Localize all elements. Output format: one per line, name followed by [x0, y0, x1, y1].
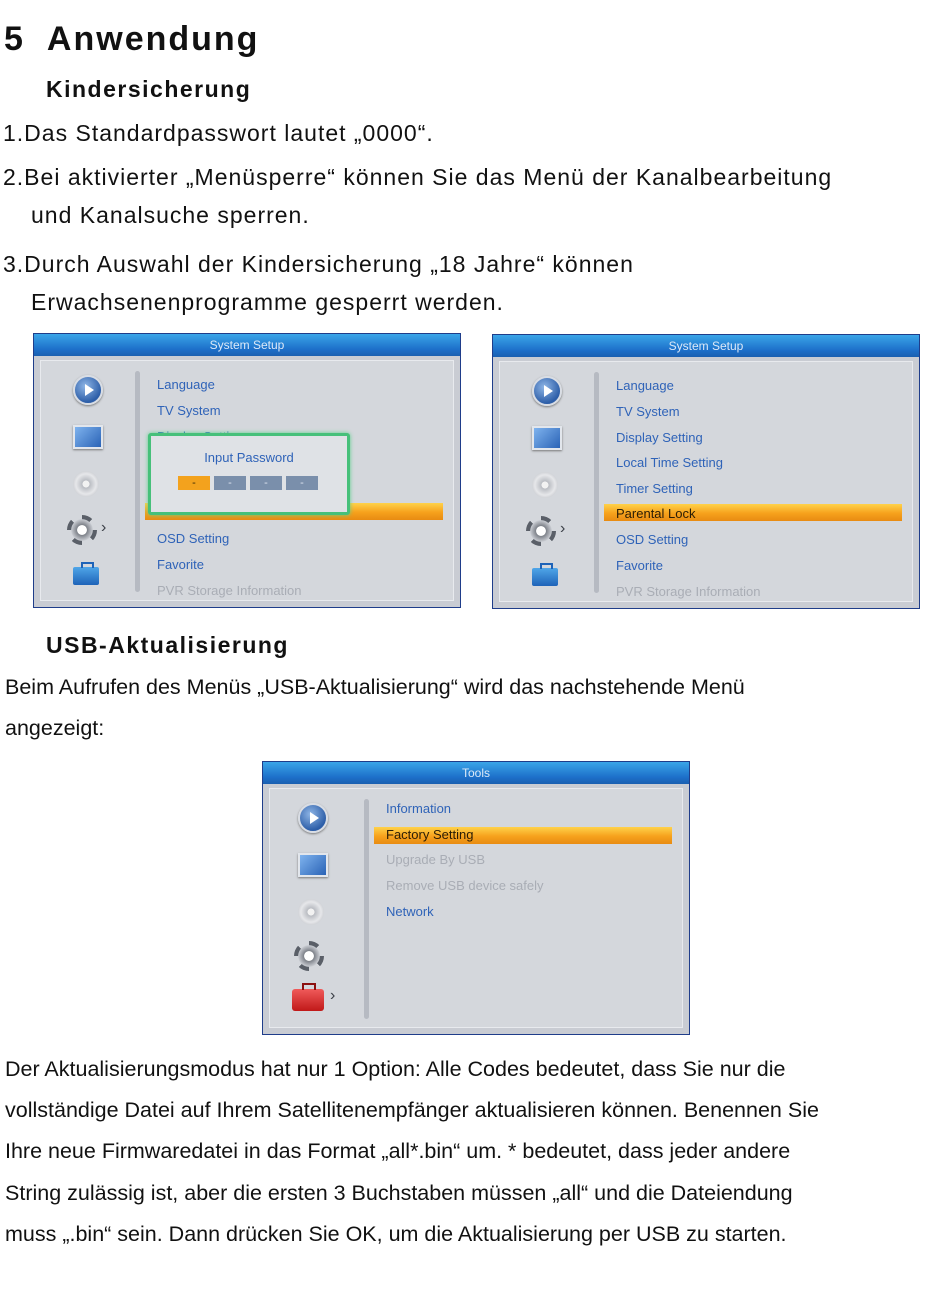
tv-icon[interactable] — [532, 426, 562, 450]
menu-item-display-setting[interactable]: Display Setting — [616, 430, 703, 445]
pin-digit-4[interactable]: - — [286, 476, 318, 490]
menu-item-information[interactable]: Information — [386, 801, 452, 816]
section-number: 5 — [4, 20, 25, 58]
toolbox-icon[interactable] — [292, 989, 324, 1011]
scrollbar[interactable] — [594, 372, 599, 593]
category-icon-column — [270, 789, 360, 1027]
outro-line-1: Der Aktualisierungsmodus hat nur 1 Option: Alle Codes bedeutet, dass Sie nur die — [5, 1057, 786, 1081]
menu-item-parental-lock[interactable]: Parental Lock — [616, 506, 696, 521]
outro-line-5: muss „.bin“ sein. Dann drücken Sie OK, um die Aktualisierung per USB zu starten. — [5, 1222, 787, 1246]
menu-panel — [40, 360, 454, 601]
chevron-right-icon: › — [560, 520, 566, 537]
pin-digit-3[interactable]: - — [250, 476, 282, 490]
menu-item-upgrade-by-usb[interactable]: Upgrade By USB — [386, 852, 485, 867]
usb-intro-line-1: Beim Aufrufen des Menüs „USB-Aktualisierung“ wird das nachstehende Menü — [5, 675, 745, 699]
disc-icon[interactable] — [298, 899, 324, 925]
menu-item-pvr-storage[interactable]: PVR Storage Information — [616, 584, 761, 599]
menu-item-favorite[interactable]: Favorite — [616, 558, 663, 573]
disc-icon[interactable] — [532, 472, 558, 498]
chevron-right-icon: › — [101, 519, 107, 536]
menu-item-local-time-setting[interactable]: Local Time Setting — [616, 455, 723, 470]
screen-title: Tools — [263, 762, 689, 784]
category-icon-column — [41, 361, 131, 600]
section-title: Anwendung — [46, 20, 260, 58]
menu-item-language[interactable]: Language — [616, 378, 674, 393]
parental-point-2-line-1: 2.Bei aktivierter „Menüsperre“ können Sie das Menü der Kanalbearbeitung — [3, 164, 833, 190]
menu-item-timer-setting[interactable]: Timer Setting — [616, 481, 693, 496]
menu-item-osd-setting[interactable]: OSD Setting — [616, 532, 689, 547]
menu-item-factory-setting[interactable]: Factory Setting — [386, 827, 474, 842]
menu-item-tv-system[interactable]: TV System — [616, 404, 680, 419]
menu-item-language[interactable]: Language — [157, 377, 215, 392]
scrollbar[interactable] — [364, 799, 369, 1019]
play-icon[interactable] — [298, 803, 328, 833]
parental-point-2-line-2: und Kanalsuche sperren. — [31, 202, 310, 228]
toolbox-icon[interactable] — [73, 567, 99, 585]
tools-screen — [262, 761, 690, 1035]
outro-line-2: vollständige Datei auf Ihrem Satellitenempfänger aktualisieren können. Benennen Sie — [5, 1098, 819, 1122]
tv-icon[interactable] — [298, 853, 328, 877]
disc-icon[interactable] — [73, 471, 99, 497]
tv-icon[interactable] — [73, 425, 103, 449]
password-dialog-title: Input Password — [204, 450, 294, 465]
parental-point-3-line-1: 3.Durch Auswahl der Kindersicherung „18 Jahre“ können — [3, 251, 634, 277]
parental-heading: Kindersicherung — [46, 76, 252, 102]
chevron-right-icon: › — [330, 987, 336, 1004]
play-icon[interactable] — [73, 375, 103, 405]
scrollbar[interactable] — [135, 371, 140, 592]
system-setup-screen — [492, 334, 920, 609]
menu-item-network[interactable]: Network — [386, 904, 434, 919]
menu-panel — [269, 788, 683, 1028]
toolbox-icon[interactable] — [532, 568, 558, 586]
screen-title: System Setup — [493, 335, 919, 357]
menu-item-favorite[interactable]: Favorite — [157, 557, 204, 572]
system-setup-screen-password — [33, 333, 461, 608]
screen-title: System Setup — [34, 334, 460, 356]
menu-item-pvr-storage[interactable]: PVR Storage Information — [157, 583, 302, 598]
section-heading — [4, 20, 259, 59]
gear-icon[interactable] — [67, 515, 97, 545]
pin-digit-1[interactable]: - — [178, 476, 210, 490]
password-dialog — [148, 433, 350, 515]
gear-icon[interactable] — [294, 941, 324, 971]
usb-intro-line-2: angezeigt: — [5, 716, 105, 740]
menu-panel — [499, 361, 913, 602]
parental-point-3-line-2: Erwachsenenprogramme gesperrt werden. — [31, 289, 504, 315]
parental-point-1: 1.Das Standardpasswort lautet „0000“. — [3, 120, 434, 146]
menu-item-tv-system[interactable]: TV System — [157, 403, 221, 418]
menu-item-remove-usb[interactable]: Remove USB device safely — [386, 878, 544, 893]
play-icon[interactable] — [532, 376, 562, 406]
outro-line-3: Ihre neue Firmwaredatei in das Format „all*.bin“ um. * bedeutet, dass jeder andere — [5, 1139, 791, 1163]
category-icon-column — [500, 362, 590, 601]
menu-item-osd-setting[interactable]: OSD Setting — [157, 531, 230, 546]
gear-icon[interactable] — [526, 516, 556, 546]
usb-heading: USB-Aktualisierung — [46, 632, 289, 658]
outro-line-4: String zulässig ist, aber die ersten 3 Buchstaben müssen „all“ und die Dateiendung — [5, 1181, 793, 1205]
pin-digit-2[interactable]: - — [214, 476, 246, 490]
